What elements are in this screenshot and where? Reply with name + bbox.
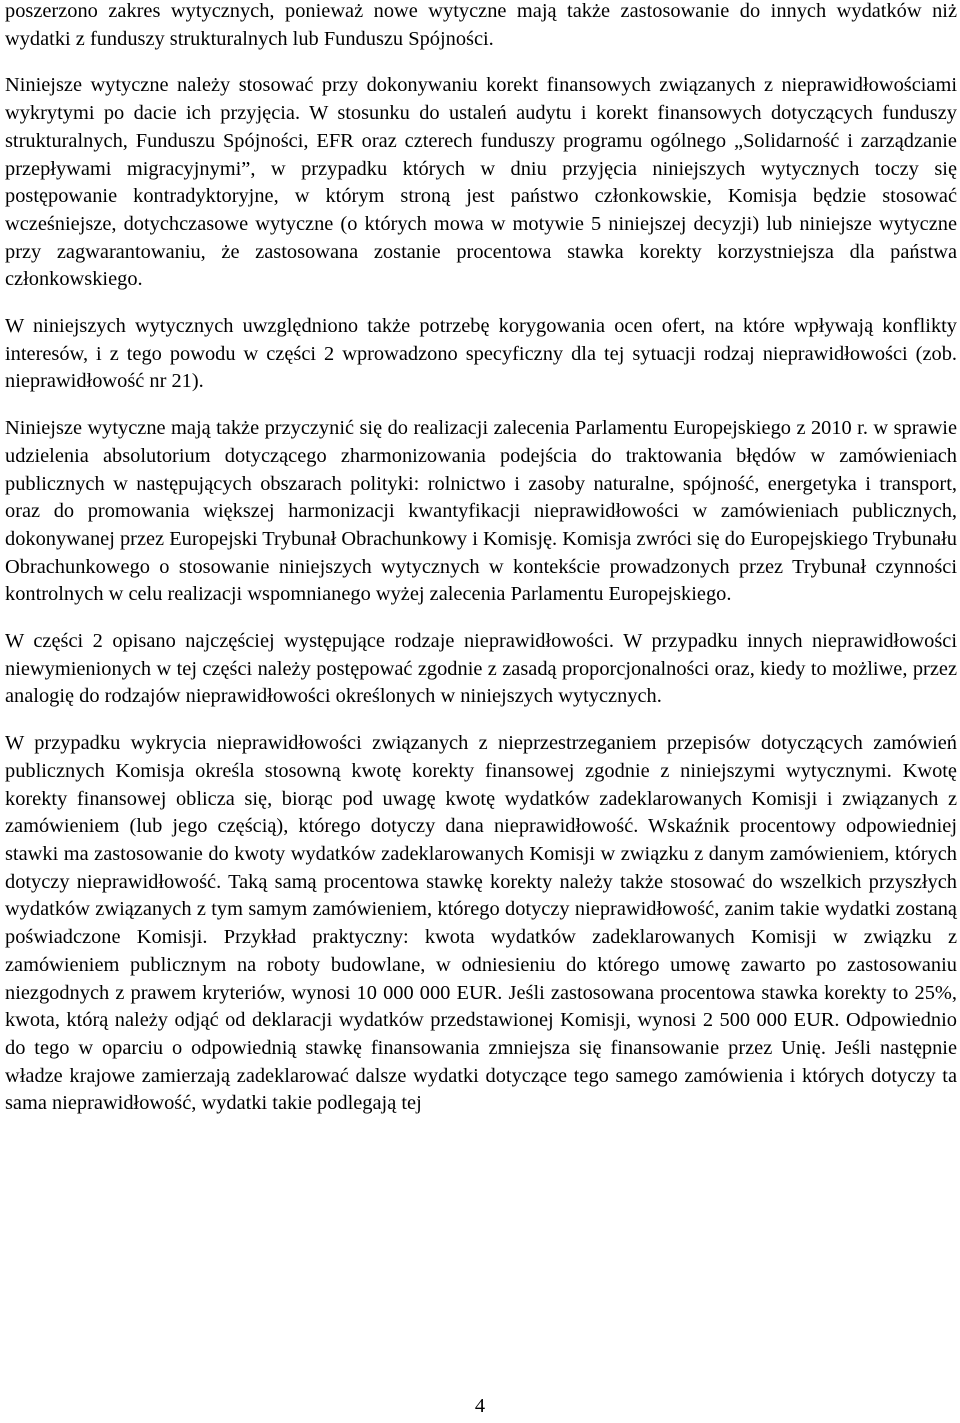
paragraph-1: poszerzono zakres wytycznych, ponieważ nowe wytyczne mają także zastosowanie do innych wydatków niż wydatki z funduszy strukturalnych lub Funduszu Spójności.: [5, 0, 957, 50]
paragraph-6: W przypadku wykrycia nieprawidłowości związanych z nieprzestrzeganiem przepisów dotyczących zamówień publicznych Komisja określa stosowną kwotę korekty finansowej zgodnie z niniejszymi wytycznymi. Kwotę korekty finansowej oblicza się, biorąc pod uwagę kwotę wydatków zadeklarowanych Komisji i związanych z zamówieniem (lub jego częścią), którego dotyczy dana nieprawidłowość. Wskaźnik procentowy odpowiedniej stawki ma zastosowanie do kwoty wydatków zadeklarowanych Komisji w związku z danym zamówieniem, których dotyczy nieprawidłowość. Taką samą procentowa stawkę korekty należy także stosować do wszelkich przyszłych wydatków związanych z tym samym zamówieniem, którego dotyczy nieprawidłowość, zanim takie wydatki zostaną poświadczone Komisji. Przykład praktyczny: kwota wydatków zadeklarowanych Komisji w związku z zamówieniem publicznym na roboty budowlane, w odniesieniu do którego umowę zawarto po zastosowaniu niezgodnych z prawem kryteriów, wynosi 10 000 000 EUR. Jeśli zastosowana procentowa stawka korekty to 25%, kwota, którą należy odjąć od deklaracji wydatków przedstawionej Komisji, wynosi 2 500 000 EUR. Odpowiednio do tego w oparciu o odpowiednią stawkę finansowania zmniejsza się finansowanie przez Unię. Jeśli następnie władze krajowe zamierzają zadeklarować dalsze wydatki dotyczące tego samego zamówienia i których dotyczy ta sama nieprawidłowość, wydatki takie podlegają tej: [5, 732, 957, 1115]
paragraph-4: Niniejsze wytyczne mają także przyczynić się do realizacji zalecenia Parlamentu Europejskiego z 2010 r. w sprawie udzielenia absolutorium dotyczącego zharmonizowania podejścia do traktowania błędów w zamówieniach publicznych w następujących obszarach polityki: rolnictwo i zasoby naturalne, spójność, energetyka i transport, oraz do promowania większej harmonizacji kwantyfikacji nieprawidłowości w zamówieniach publicznych, dokonywanej przez Europejski Trybunał Obrachunkowy i Komisję. Komisja zwróci się do Europejskiego Trybunału Obrachunkowego o stosowanie niniejszych wytycznych w kontekście prowadzonych przez Trybunał czynności kontrolnych w celu realizacji wspomnianego wyżej zalecenia Parlamentu Europejskiego.: [5, 417, 957, 606]
page-number: 4: [474, 1395, 486, 1417]
paragraph-2: Niniejsze wytyczne należy stosować przy dokonywaniu korekt finansowych związanych z nieprawidłowościami wykrytymi po dacie ich przyjęcia. W stosunku do ustaleń audytu i korekt finansowych dotyczących funduszy strukturalnych, Funduszu Spójności, EFR oraz czterech funduszy programu ogólnego „Solidarność i zarządzanie przepływami migracyjnymi”, w przypadku których w dniu przyjęcia niniejszych wytycznych toczy się postępowanie kontradyktoryjne, w którym stroną jest państwo członkowskie, Komisja będzie stosować wcześniejsze, dotychczasowe wytyczne (o których mowa w motywie 5 niniejszej decyzji) lub niniejsze wytyczne przy zagwarantowaniu, że zastosowana zostanie procentowa stawka korekty korzystniejsza dla państwa członkowskiego.: [5, 74, 957, 291]
paragraph-5: W części 2 opisano najczęściej występujące rodzaje nieprawidłowości. W przypadku innych nieprawidłowości niewymienionych w tej części należy postępować zgodnie z zasadą proporcjonalności oraz, kiedy to możliwe, przez analogię do rodzajów nieprawidłowości określonych w niniejszych wytycznych.: [5, 630, 957, 708]
document-page: [5, 0, 957, 1423]
paragraph-3: W niniejszych wytycznych uwzględniono także potrzebę korygowania ocen ofert, na które wpływają konflikty interesów, i z tego powodu w części 2 wprowadzono specyficzny dla tej sytuacji rodzaj nieprawidłowości (zob. nieprawidłowość nr 21).: [5, 315, 957, 393]
